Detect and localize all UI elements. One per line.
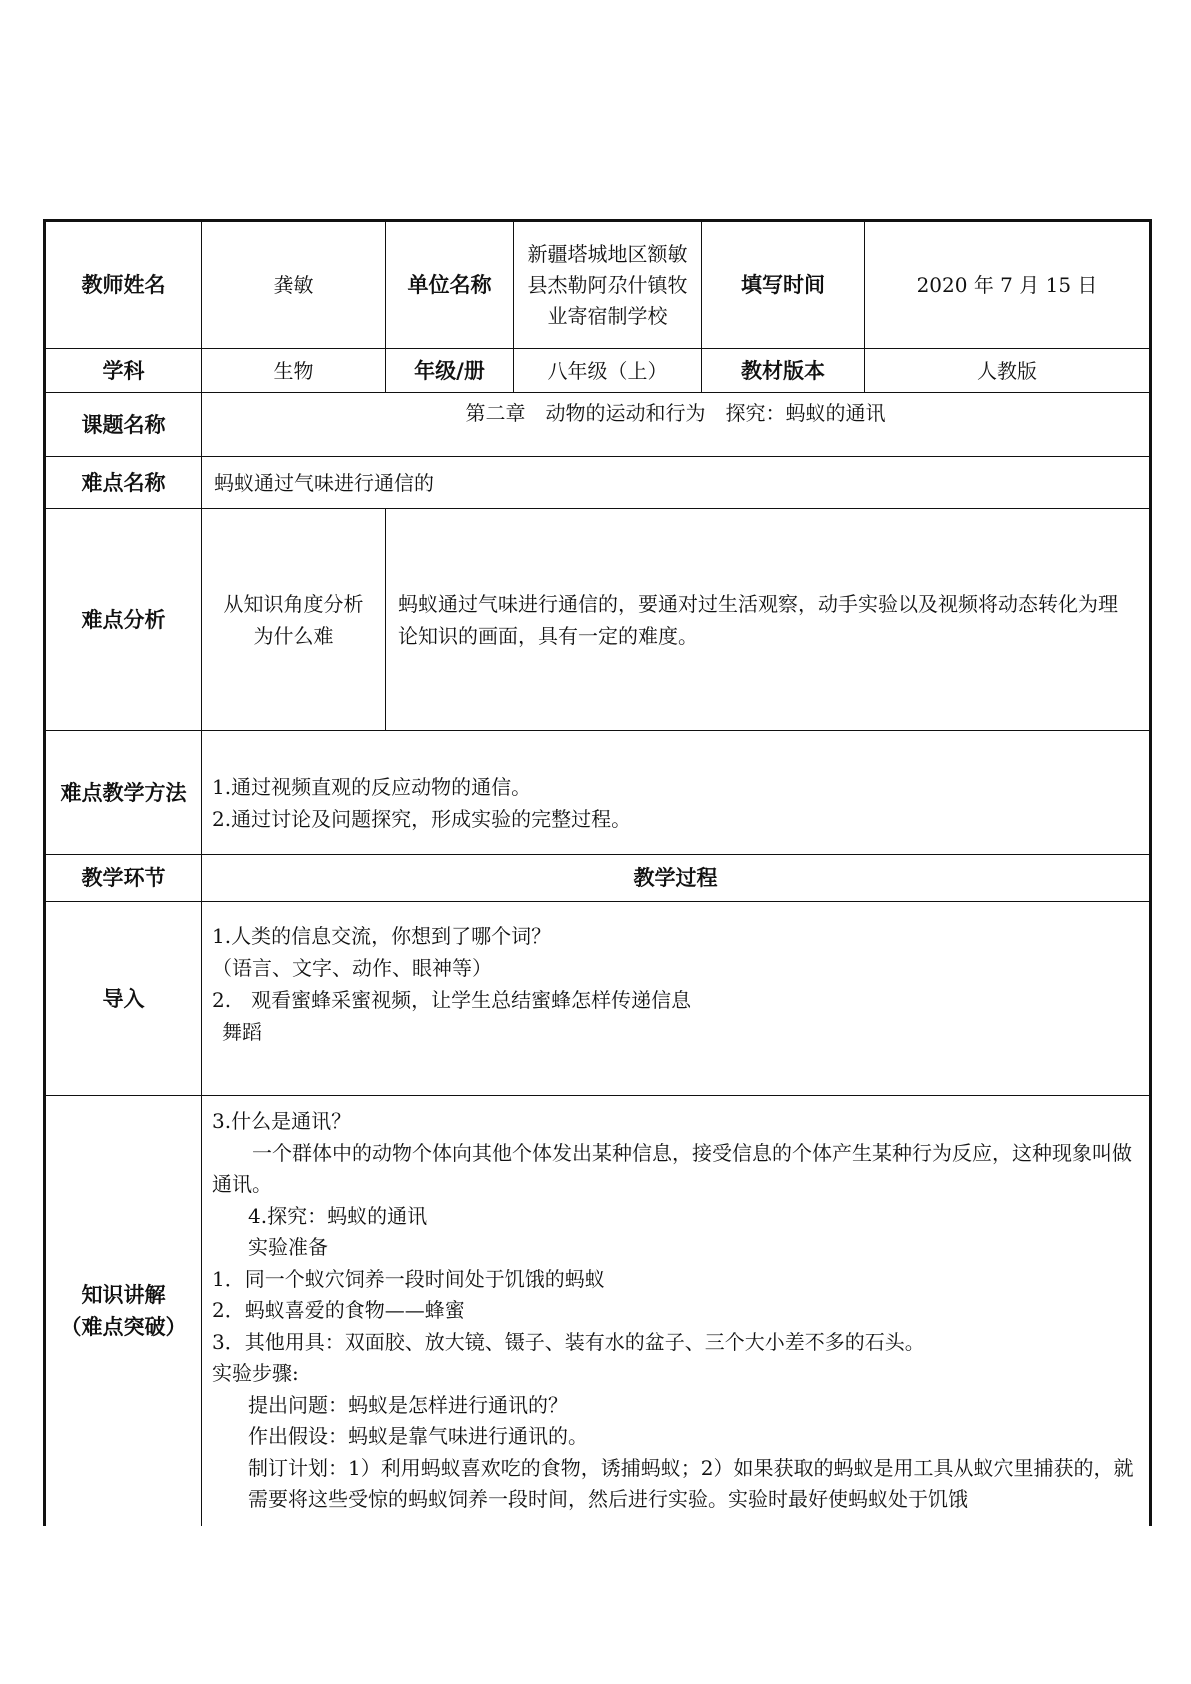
header-row-2 bbox=[45, 349, 1151, 393]
method-line-1: 1.通过视频直观的反应动物的通信。 bbox=[212, 775, 532, 799]
process-header-row bbox=[45, 855, 1151, 902]
method-label: 难点教学方法 bbox=[45, 731, 202, 855]
method-line-2: 2.通过讨论及问题探究，形成实验的完整过程。 bbox=[212, 807, 632, 831]
edition-value: 人教版 bbox=[865, 349, 1151, 393]
knowledge-hypothesis: 作出假设：蚂蚁是靠气味进行通讯的。 bbox=[248, 1424, 588, 1448]
unit-label: 单位名称 bbox=[386, 221, 514, 349]
knowledge-row bbox=[45, 1096, 1151, 1526]
analysis-value: 蚂蚁通过气味进行通信的，要通对过生活观察，动手实验以及视频将动态转化为理论知识的画面，具有一定的难度。 bbox=[386, 509, 1151, 731]
subject-value: 生物 bbox=[202, 349, 386, 393]
intro-line-4: 舞蹈 bbox=[222, 1020, 262, 1044]
method-cell bbox=[202, 731, 1151, 855]
knowledge-prep-item-2: 2．蚂蚁喜爱的食物——蜂蜜 bbox=[212, 1298, 465, 1322]
knowledge-inquiry: 4.探究：蚂蚁的通讯 bbox=[248, 1203, 428, 1228]
intro-line-2: （语言、文字、动作、眼神等） bbox=[212, 956, 492, 980]
analysis-row bbox=[45, 509, 1151, 731]
difficulty-value: 蚂蚁通过气味进行通信的 bbox=[202, 457, 1151, 509]
knowledge-prep-item-3: 3．其他用具：双面胶、放大镜、镊子、装有水的盆子、三个大小差不多的石头。 bbox=[212, 1329, 925, 1354]
knowledge-plan: 制订计划：1）利用蚂蚁喜欢吃的食物，诱捕蚂蚁；2）如果获取的蚂蚁是用工具从蚁穴里捕获的，就需要将这些受惊的蚂蚁饲养一段时间，然后进行实验。实验时最好使蚂蚁处于饥饿 bbox=[248, 1455, 1134, 1511]
lesson-plan-sheet bbox=[43, 219, 1149, 1526]
lesson-plan-table bbox=[43, 219, 1152, 1526]
intro-cell bbox=[202, 902, 1151, 1096]
intro-row bbox=[45, 902, 1151, 1096]
process-content-header: 教学过程 bbox=[202, 855, 1151, 902]
subject-label: 学科 bbox=[45, 349, 202, 393]
knowledge-label-line-2: （难点突破） bbox=[60, 1314, 187, 1339]
date-label: 填写时间 bbox=[702, 221, 865, 349]
topic-value: 第二章 动物的运动和行为 探究：蚂蚁的通讯 bbox=[202, 393, 1151, 457]
knowledge-label bbox=[45, 1096, 202, 1526]
knowledge-steps-title: 实验步骤: bbox=[212, 1361, 299, 1385]
intro-label: 导入 bbox=[45, 902, 202, 1096]
topic-label: 课题名称 bbox=[45, 393, 202, 457]
teacher-label: 教师姓名 bbox=[45, 221, 202, 349]
unit-value: 新疆塔城地区额敏县杰勒阿尕什镇牧业寄宿制学校 bbox=[514, 221, 702, 349]
intro-line-3: 2. 观看蜜蜂采蜜视频，让学生总结蜜蜂怎样传递信息 bbox=[212, 988, 692, 1012]
knowledge-question: 提出问题：蚂蚁是怎样进行通讯的？ bbox=[248, 1392, 568, 1417]
knowledge-definition: 一个群体中的动物个体向其他个体发出某种信息，接受信息的个体产生某种行为反应，这种现象叫做通讯。 bbox=[212, 1140, 1132, 1196]
header-row-1 bbox=[45, 221, 1151, 349]
analysis-label: 难点分析 bbox=[45, 509, 202, 731]
edition-label: 教材版本 bbox=[702, 349, 865, 393]
teacher-value: 龚敏 bbox=[202, 221, 386, 349]
knowledge-prep-item-1: 1．同一个蚁穴饲养一段时间处于饥饿的蚂蚁 bbox=[212, 1266, 605, 1291]
topic-row bbox=[45, 393, 1151, 457]
analysis-sub-label: 从知识角度分析为什么难 bbox=[202, 509, 386, 731]
date-value: 2020 年 7 月 15 日 bbox=[865, 221, 1151, 349]
grade-label: 年级/册 bbox=[386, 349, 514, 393]
grade-value: 八年级（上） bbox=[514, 349, 702, 393]
difficulty-label: 难点名称 bbox=[45, 457, 202, 509]
difficulty-row bbox=[45, 457, 1151, 509]
intro-line-1: 1.人类的信息交流，你想到了哪个词？ bbox=[212, 924, 552, 948]
method-row bbox=[45, 731, 1151, 855]
knowledge-cell bbox=[202, 1096, 1151, 1526]
knowledge-prep-title: 实验准备 bbox=[248, 1235, 328, 1259]
process-stage-header: 教学环节 bbox=[45, 855, 202, 902]
knowledge-label-line-1: 知识讲解 bbox=[81, 1282, 166, 1307]
knowledge-q3: 3.什么是通讯？ bbox=[212, 1109, 352, 1133]
